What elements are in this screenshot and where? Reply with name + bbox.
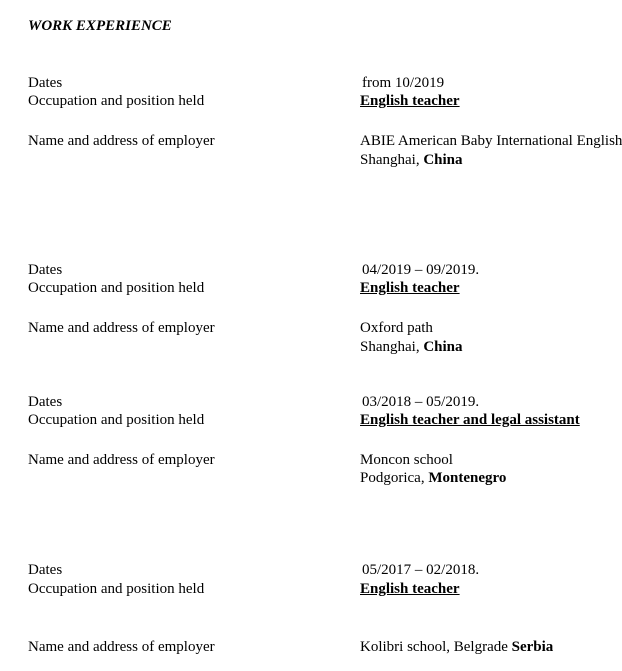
- employer-address: [360, 469, 506, 487]
- employer-address: [360, 638, 553, 656]
- employer-city: Shanghai,: [360, 339, 424, 355]
- employer-name: Moncon school: [360, 452, 453, 468]
- position-value: English teacher: [360, 280, 460, 296]
- dates-value: 04/2019 – 09/2019.: [362, 262, 480, 278]
- employer-name: Oxford path: [360, 320, 433, 336]
- employer-country: Montenegro: [428, 470, 507, 486]
- section-heading: WORK EXPERIENCE: [28, 18, 172, 34]
- employer-label: Name and address of employer: [28, 639, 215, 655]
- position-value: English teacher: [360, 581, 460, 597]
- dates-value: 03/2018 – 05/2019.: [362, 394, 480, 410]
- employer-city: Shanghai,: [360, 152, 424, 168]
- position-value: English teacher: [360, 93, 460, 109]
- employer-label: Name and address of employer: [28, 133, 215, 149]
- employer-country: Serbia: [511, 639, 554, 655]
- dates-value: 05/2017 – 02/2018.: [362, 562, 480, 578]
- position-value: English teacher and legal assistant: [360, 412, 580, 428]
- dates-label: Dates: [28, 562, 63, 578]
- employer-name: Kolibri school, Belgrade: [360, 639, 512, 655]
- occupation-label: Occupation and position held: [28, 280, 205, 296]
- employer-name: ABIE American Baby International English: [360, 133, 622, 149]
- dates-value: from 10/2019: [362, 75, 445, 91]
- employer-city: Podgorica,: [360, 470, 429, 486]
- dates-label: Dates: [28, 394, 63, 410]
- occupation-label: Occupation and position held: [28, 412, 205, 428]
- dates-label: Dates: [28, 75, 63, 91]
- employer-address: [360, 338, 463, 356]
- employer-label: Name and address of employer: [28, 452, 215, 468]
- employer-label: Name and address of employer: [28, 320, 215, 336]
- occupation-label: Occupation and position held: [28, 581, 205, 597]
- employer-address: [360, 151, 463, 169]
- occupation-label: Occupation and position held: [28, 93, 205, 109]
- employer-country: China: [423, 152, 463, 168]
- employer-country: China: [423, 339, 463, 355]
- dates-label: Dates: [28, 262, 63, 278]
